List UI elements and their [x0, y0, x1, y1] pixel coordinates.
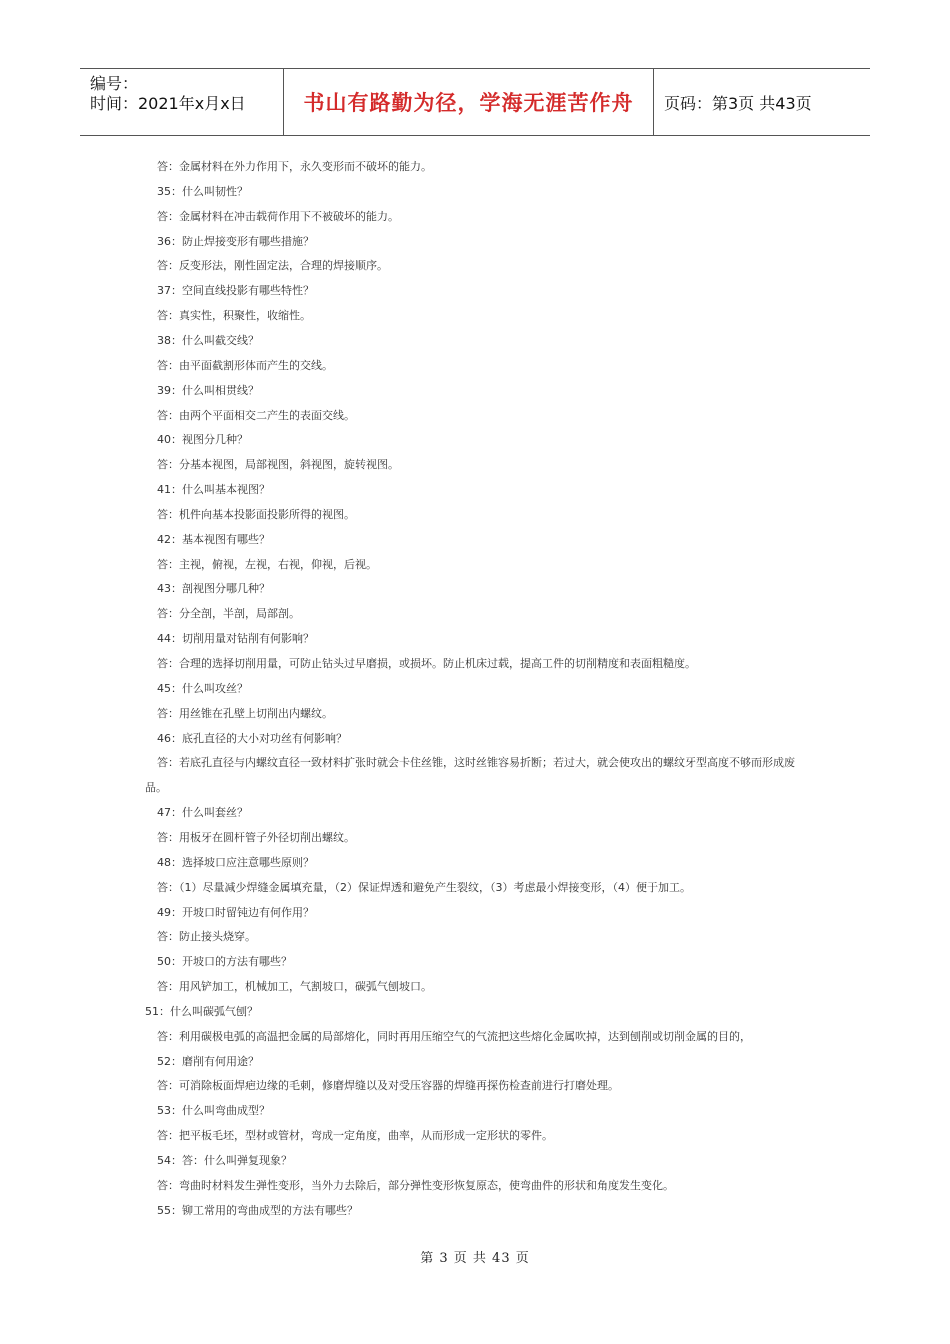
header-page-info: 页码：第3页 共43页 [664, 93, 812, 113]
text-line: 46：底孔直径的大小对功丝有何影响？ [157, 732, 347, 745]
text-line: 43：剖视图分哪几种？ [157, 582, 270, 595]
text-line: 答：机件向基本投影面投影所得的视图。 [157, 508, 355, 521]
text-line: 48：选择坡口应注意哪些原则？ [157, 856, 314, 869]
document-number-label: 编号： [90, 74, 139, 93]
text-line: 答：把平板毛坯，型材或管材，弯成一定角度，曲率，从而形成一定形状的零件。 [157, 1129, 553, 1142]
text-line: 53：什么叫弯曲成型？ [157, 1104, 270, 1117]
header-page-cell [654, 69, 870, 135]
text-line: 54：答：什么叫弹复现象？ [157, 1154, 292, 1167]
text-line: 答：反变形法，刚性固定法，合理的焊接顺序。 [157, 259, 388, 272]
text-line: 答：金属材料在冲击载荷作用下不被破坏的能力。 [157, 210, 399, 223]
text-line: 答：主视，俯视，左视，右视，仰视，后视。 [157, 558, 377, 571]
document-date-label: 时间：2021年x月x日 [90, 94, 246, 113]
text-line: 37：空间直线投影有哪些特性？ [157, 284, 314, 297]
text-line: 答：用风铲加工，机械加工，气割坡口，碳弧气刨坡口。 [157, 980, 432, 993]
text-line: 44：切削用量对钻削有何影响？ [157, 632, 314, 645]
text-line: 45：什么叫攻丝？ [157, 682, 248, 695]
text-line: 42：基本视图有哪些？ [157, 533, 270, 546]
text-line: 答：用丝锥在孔壁上切削出内螺纹。 [157, 707, 333, 720]
header-motto-cell [283, 69, 654, 135]
text-line: 51：什么叫碳弧气刨？ [145, 1005, 258, 1018]
text-line: 答：分全剖，半剖，局部剖。 [157, 607, 300, 620]
text-line: 答：由两个平面相交二产生的表面交线。 [157, 409, 355, 422]
text-line: 答：金属材料在外力作用下，永久变形而不破坏的能力。 [157, 160, 432, 173]
text-line: 49：开坡口时留钝边有何作用？ [157, 906, 314, 919]
text-line: 答：合理的选择切削用量，可防止钻头过早磨损，或损坏。防止机床过载，提高工件的切削精度和表面粗糙度。 [157, 657, 696, 670]
text-line: 38：什么叫截交线？ [157, 334, 259, 347]
text-line: 答：（1）尽量减少焊缝金属填充量，（2）保证焊透和避免产生裂纹，（3）考虑最小焊接变形，（4）便于加工。 [157, 881, 691, 894]
text-line: 答：若底孔直径与内螺纹直径一致材料扩张时就会卡住丝锥，这时丝锥容易折断；若过大，就会使攻出的螺纹牙型高度不够而形成废 [157, 756, 795, 769]
header-motto: 书山有路勤为径，学海无涯苦作舟 [303, 91, 634, 115]
text-line: 答：用板牙在圆杆管子外径切削出螺纹。 [157, 831, 355, 844]
text-line: 39：什么叫相贯线？ [157, 384, 259, 397]
text-line: 50：开坡口的方法有哪些？ [157, 955, 292, 968]
text-line: 答：防止接头烧穿。 [157, 930, 256, 943]
text-line: 47：什么叫套丝？ [157, 806, 248, 819]
text-line: 答：真实性，积聚性，收缩性。 [157, 309, 311, 322]
page-header [80, 68, 870, 136]
text-line: 36：防止焊接变形有哪些措施？ [157, 235, 314, 248]
text-line: 40：视图分几种？ [157, 433, 248, 446]
text-line: 答：可消除板面焊疤边缘的毛刺，修磨焊缝以及对受压容器的焊缝再探伤检查前进行打磨处理。 [157, 1079, 619, 1092]
page-footer: 第 3 页 共 43 页 [420, 1251, 530, 1266]
text-line: 答：利用碳极电弧的高温把金属的局部熔化，同时再用压缩空气的气流把这些熔化金属吹掉，达到刨削或切削金属的目的， [157, 1030, 751, 1043]
text-line: 55：铆工常用的弯曲成型的方法有哪些？ [157, 1204, 358, 1217]
header-info-cell [80, 69, 283, 135]
text-line: 35：什么叫韧性？ [157, 185, 248, 198]
text-line: 41：什么叫基本视图？ [157, 483, 270, 496]
text-line: 答：分基本视图，局部视图，斜视图，旋转视图。 [157, 458, 399, 471]
text-line: 52：磨削有何用途？ [157, 1055, 259, 1068]
text-line: 答：由平面截割形体而产生的交线。 [157, 359, 333, 372]
text-line: 品。 [145, 781, 167, 794]
text-line: 答：弯曲时材料发生弹性变形，当外力去除后，部分弹性变形恢复原态，使弯曲件的形状和角度发生变化。 [157, 1179, 674, 1192]
